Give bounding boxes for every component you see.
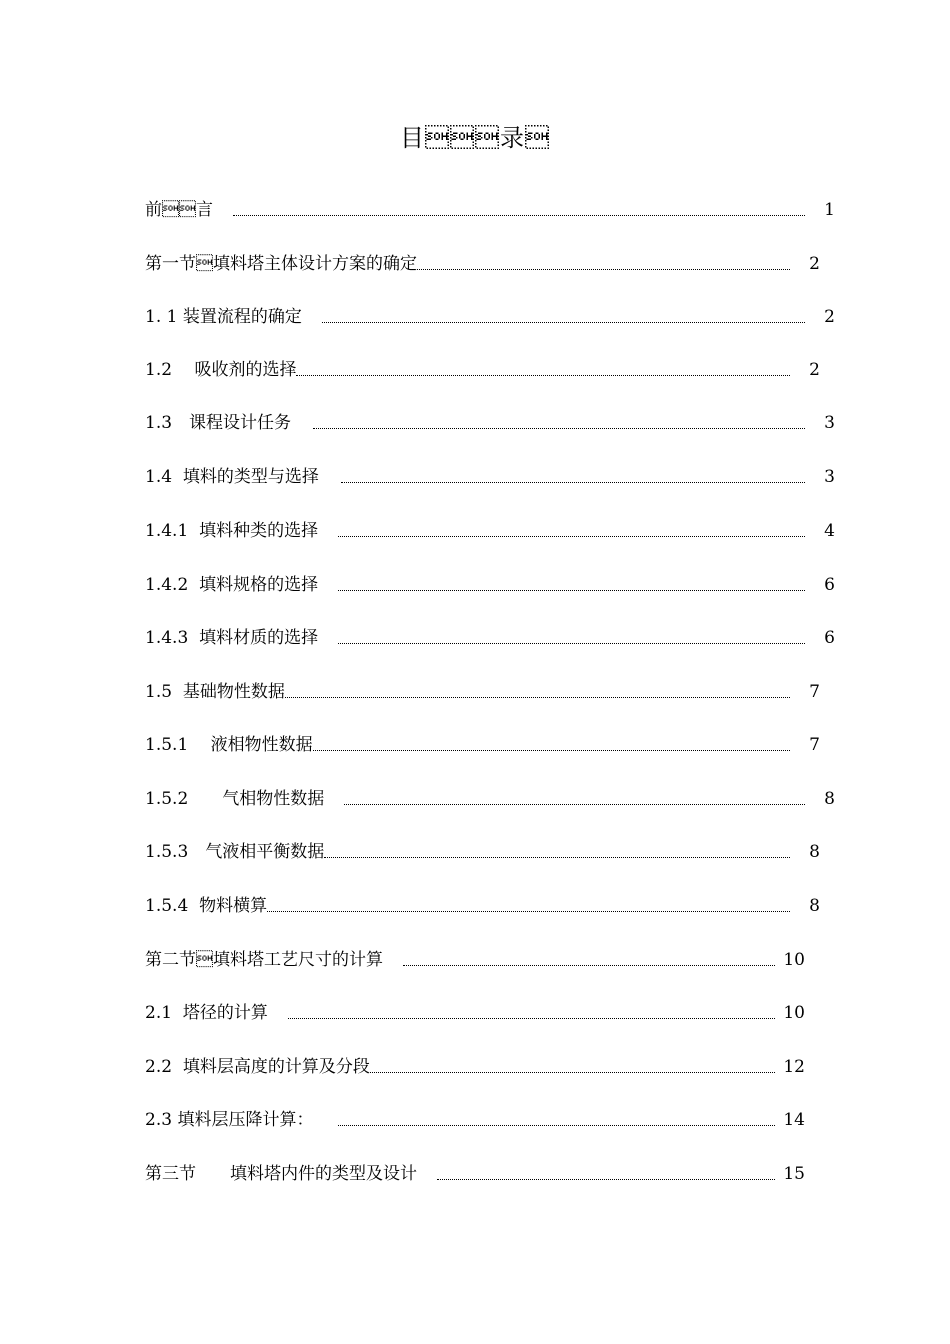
toc-entry-label: 1.5.4 物料横算 [145,896,268,916]
toc-leader-dots [403,965,775,966]
toc-title: 目录 [400,124,550,152]
toc-leader-dots [370,1072,775,1073]
toc-entry [145,837,820,863]
toc-entry-page: 7 [809,682,820,702]
toc-entry-page: 8 [809,896,820,916]
toc-entry-label: 2.3 填料层压降计算： [145,1110,314,1130]
toc-leader-dots [322,322,805,323]
toc-leader-dots [267,911,790,912]
toc-entry [145,730,820,756]
toc-entry-label: 1.5.2 气相物性数据 [145,789,325,809]
toc-leader-dots [338,536,805,537]
toc-entry [145,945,805,971]
toc-entry-label: 1.4 填料的类型与选择 [145,467,319,487]
toc-entry-label: 1.5.3 气液相平衡数据 [145,842,325,862]
toc-entry-label: 1.4.2 填料规格的选择 [145,575,319,595]
toc-entry [145,1159,805,1185]
toc-entry-page: 3 [824,413,835,433]
toc-entry-page: 8 [809,842,820,862]
toc-entry [145,1105,805,1131]
toc-entry-label: 1.2 吸收剂的选择 [145,360,297,380]
toc-leader-dots [338,590,805,591]
toc-leader-dots [324,857,790,858]
toc-entry-page: 6 [824,628,835,648]
toc-entry-page: 8 [824,789,835,809]
toc-entry [145,355,820,381]
toc-leader-dots [233,215,805,216]
toc-entry-label: 第二节填料塔工艺尺寸的计算 [145,950,383,970]
toc-leader-dots [288,1018,775,1019]
toc-leader-dots [417,269,790,270]
toc-entry-page: 10 [783,950,805,970]
toc-leader-dots [338,1125,775,1126]
toc-entry [145,784,835,810]
toc-entry [145,1052,805,1078]
toc-leader-dots [338,643,805,644]
toc-entry-label: 第三节 填料塔内件的类型及设计 [145,1164,417,1184]
toc-leader-dots [344,804,805,805]
toc-entry [145,249,820,275]
toc-leader-dots [313,428,805,429]
toc-entry-page: 6 [824,575,835,595]
toc-entry-label: 1.5 基础物性数据 [145,682,285,702]
toc-entry-page: 10 [783,1003,805,1023]
toc-entry-label: 前言 [145,200,213,220]
toc-entry-page: 1 [824,200,835,220]
toc-entry-label: 1.3 课程设计任务 [145,413,292,433]
toc-entry [145,677,820,703]
toc-entry [145,516,835,542]
toc-entry-page: 4 [824,521,835,541]
toc-entry [145,623,835,649]
toc-entry-label: 2.2 填料层高度的计算及分段 [145,1057,370,1077]
toc-entry-label: 1.4.3 填料材质的选择 [145,628,319,648]
toc-entry [145,462,835,488]
toc-entry-label: 第一节填料塔主体设计方案的确定 [145,254,417,274]
toc-leader-dots [296,375,790,376]
toc-entry [145,891,820,917]
toc-entry-page: 2 [824,307,835,327]
toc-entry-label: 1.4.1 填料种类的选择 [145,521,319,541]
toc-entry-page: 2 [809,360,820,380]
toc-leader-dots [341,482,805,483]
toc-entry-page: 14 [783,1110,805,1130]
toc-entry-page: 2 [809,254,820,274]
toc-leader-dots [313,750,790,751]
toc-entry [145,408,835,434]
toc-leader-dots [437,1179,775,1180]
toc-leader-dots [285,697,790,698]
toc-entry-page: 15 [783,1164,805,1184]
toc-entry-page: 3 [824,467,835,487]
toc-entry-page: 7 [809,735,820,755]
toc-entry [145,195,835,221]
toc-entry-label: 1.5.1 液相物性数据 [145,735,313,755]
toc-entry [145,570,835,596]
toc-entry [145,998,805,1024]
toc-entry-page: 12 [783,1057,805,1077]
toc-entry [145,302,835,328]
toc-entry-label: 1. 1 装置流程的确定 [145,307,302,327]
toc-entry-label: 2.1 塔径的计算 [145,1003,268,1023]
